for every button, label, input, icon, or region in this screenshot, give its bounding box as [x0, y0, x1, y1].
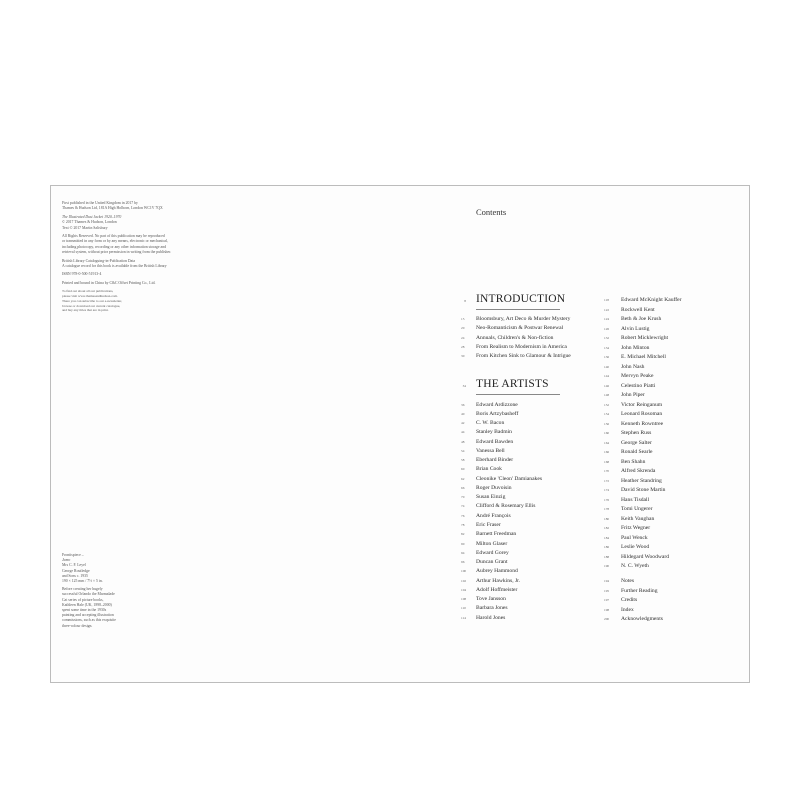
artist-entry-title: Edward Gorey [476, 549, 509, 556]
artist-entry-page-number: 140 [604, 364, 610, 369]
artist-entry-page-number: 126 [604, 326, 610, 331]
artist-entry-title: Clifford & Rosemary Ellis [476, 503, 536, 510]
artist-entry-page-number: 66 [461, 485, 465, 490]
intro-section-page-number: 20 [461, 326, 465, 331]
artist-entry-title: Alfred Skrenda [621, 468, 656, 474]
artist-entry-page-number: 110 [461, 606, 466, 611]
artist-entry-page-number: 180 [604, 516, 610, 521]
artist-entry-title: Boris Artzybasheff [476, 410, 519, 417]
artist-entry-title: Paul Wenck [621, 534, 648, 541]
artist-entry-title: Edward Bawden [476, 438, 514, 445]
artist-entry-title: George Salter [621, 439, 652, 446]
artist-entry-page-number: 190 [604, 564, 610, 568]
artist-entry-page-number: 188 [604, 554, 610, 559]
colophon-line: First published in the United Kingdom in 2017 by [62, 201, 138, 205]
artist-entry-page-number: 44 [461, 430, 465, 435]
artist-entry-page-number: 152 [604, 402, 610, 407]
caption-line: Before creating her hugely [62, 587, 103, 592]
artist-entry-page-number: 96 [461, 560, 465, 565]
artist-entry-title: Eric Fraser [476, 522, 501, 528]
colophon-line: There you can subscribe to our e-newsletter, [62, 298, 123, 303]
artist-entry-page-number: 166 [604, 450, 610, 454]
colophon-line: The Illustrated Dust Jacket 1920–1970 [62, 214, 122, 219]
artist-entry-page-number: 144 [604, 374, 610, 378]
artist-entry-title: Ben Shahn [621, 458, 646, 465]
artist-entry-title: Celestino Piatti [621, 382, 656, 389]
artist-entry-page-number: 58 [461, 458, 465, 463]
artist-entry-title: David Stone Martin [621, 487, 666, 493]
colophon-line: including photocopy, recording or any other information storage and [62, 244, 167, 249]
colophon-line: please visit www.thamesandhudson.com. [62, 294, 118, 299]
artist-entry-title: Tove Jansson [476, 596, 506, 603]
artist-entry-title: Victor Reinganum [621, 401, 663, 408]
artist-entry-page-number: 124 [604, 317, 610, 321]
colophon-line: To find out about all our publications, [62, 289, 114, 294]
caption-line: Jamo [62, 558, 71, 563]
introduction-rule [476, 309, 560, 310]
artist-entry-page-number: 94 [461, 550, 465, 555]
caption-line: Frontispiece – [62, 553, 84, 557]
artist-entry-title: John Nash [621, 363, 645, 370]
intro-section-page-number: 24 [461, 335, 465, 340]
artist-entry-title: Leonard Rosoman [621, 411, 663, 417]
backmatter-entry-page-number: 195 [604, 588, 610, 593]
artist-entry-page-number: 172 [604, 478, 610, 483]
artists-page-number: 34 [462, 384, 466, 388]
artist-entry-title: Hildegard Woodward [621, 553, 670, 560]
copyright-info [62, 215, 212, 231]
artist-entry-title: Stanley Badmin [476, 429, 512, 436]
intro-section-title: Neo-Romanticism & Postwar Renewal [476, 325, 564, 332]
caption-line: spent some time in the 1930s [62, 608, 107, 613]
backmatter-entry-title: Credits [621, 597, 638, 603]
isbn [62, 272, 212, 277]
artist-entry-page-number: 132 [604, 336, 610, 340]
frontispiece-description [62, 587, 142, 629]
intro-section-title: From Realism to Modernism in America [476, 343, 567, 350]
artist-entry-page-number: 170 [604, 469, 610, 473]
artist-entry-page-number: 148 [604, 393, 610, 397]
artist-entry-title: Arthur Hawkins, Jr. [476, 577, 521, 584]
artist-entry-page-number: 136 [604, 355, 610, 359]
artist-entry-page-number: 62 [461, 476, 465, 481]
artist-entry-page-number: 122 [604, 307, 610, 312]
artist-entry-page-number: 184 [604, 535, 610, 540]
intro-section-title: Annuals, Children's & Non-fiction [476, 334, 554, 341]
colophon [62, 201, 212, 316]
caption-line: three-colour design. [62, 623, 93, 628]
intro-section-page-number: 28 [461, 344, 465, 349]
artist-entry-title: Susan Einzig [476, 494, 506, 501]
colophon-line: Thames & Hudson Ltd, 181A High Holborn, London WC1V 7QX [62, 206, 163, 211]
artist-entry-title: Barbara Jones [476, 605, 508, 612]
intro-section-page-number: 30 [461, 354, 465, 359]
artist-entry-title: Harold Jones [476, 614, 506, 621]
intro-section-title: Bloomsbury, Art Deco & Murder Mystery [476, 316, 571, 322]
backmatter-entry-page-number: 197 [604, 598, 610, 602]
artist-entry-title: Mervyn Peake [621, 373, 654, 379]
artist-entry-page-number: 108 [461, 597, 467, 602]
website-notice [62, 289, 212, 313]
artist-entry-page-number: 156 [604, 421, 610, 426]
artist-entry-title: Vanessa Bell [476, 447, 505, 454]
backmatter-entry-title: Index [621, 606, 634, 613]
artist-entry-title: Keith Vaughan [621, 515, 655, 522]
artist-entry-title: Barnett Freedman [476, 531, 517, 538]
caption-line: Mrs C. F. Leyel [62, 563, 86, 568]
backmatter-entry-title: Acknowledgments [621, 616, 663, 622]
artist-entry-page-number: 178 [604, 507, 610, 511]
artist-entry-page-number: 104 [461, 587, 467, 592]
colophon-line: Printed and bound in China by C&C Offset Printing Co., Ltd. [62, 280, 156, 285]
artists-heading: THE ARTISTS [476, 378, 549, 390]
artist-entry-title: Milton Glaser [476, 540, 508, 547]
colophon-line: retrieval system, without prior permission in writing from the publisher. [62, 250, 172, 255]
artist-entry-page-number: 164 [604, 440, 610, 445]
intro-section-page-number: 15 [461, 317, 465, 321]
introduction-page-number: 8 [464, 299, 466, 303]
backmatter-entry-page-number: 200 [604, 617, 610, 621]
colophon-line: British Library Cataloguing-in-Publication Data [62, 258, 136, 263]
introduction-heading: INTRODUCTION [476, 293, 566, 305]
caption-line: commissions, such as this exquisite [62, 618, 116, 623]
artist-entry-title: Alvin Lustig [621, 325, 650, 332]
caption-line: painting and accepting illustration [62, 613, 114, 618]
artist-entry-title: Edward McKnight Kauffer [621, 297, 682, 303]
artist-entry-page-number: 186 [604, 545, 610, 549]
artist-entry-page-number: 78 [461, 523, 465, 527]
caption-line: 190 × 125 mm / 7½ × 5 in. [62, 579, 103, 584]
backmatter-entry-page-number: 198 [604, 607, 610, 612]
artist-entry-title: Fritz Wegner [621, 525, 651, 531]
colophon-line: All Rights Reserved. No part of this publication may be reproduced [62, 234, 165, 239]
artists-rule [476, 394, 560, 395]
colophon-line: A catalogue record for this book is available from the British Library [62, 264, 167, 269]
artist-entry-title: C. W. Bacon [476, 420, 505, 427]
artist-entry-title: Heather Standring [621, 477, 662, 484]
artist-entry-page-number: 154 [604, 412, 610, 416]
caption-line: and Sons c. 1935 [62, 573, 88, 578]
artist-entry-title: John Piper [621, 392, 645, 398]
frontispiece-credit [62, 553, 142, 584]
colophon-line: © 2017 Thames & Hudson, London [62, 220, 117, 225]
colophon-line: Text © 2017 Martin Salisbury [62, 225, 108, 230]
caption-line: successful Orlando the Marmalade [62, 592, 115, 597]
artist-entry-page-number: 54 [461, 448, 465, 453]
artist-entry-title: Tomi Ungerer [621, 506, 653, 512]
artist-entry-title: John Minton [621, 344, 650, 351]
artist-entry-title: Hans Tisdall [621, 496, 650, 503]
rights-notice [62, 234, 212, 256]
artist-entry-title: Stephen Russ [621, 430, 652, 436]
artist-entry-page-number: 160 [604, 431, 610, 435]
artist-entry-title: Rockwell Kent [621, 306, 655, 313]
artist-entry-page-number: 176 [604, 497, 610, 502]
artist-entry-page-number: 174 [604, 488, 610, 492]
artist-entry-page-number: 40 [461, 411, 465, 416]
backmatter-entry-page-number: 194 [604, 579, 610, 583]
publication-info [62, 201, 212, 212]
printer-info [62, 281, 212, 286]
colophon-line: and buy any titles that are in print. [62, 308, 109, 313]
artist-entry-title: Duncan Grant [476, 559, 508, 566]
artist-entry-page-number: 182 [604, 526, 610, 530]
artist-entry-page-number: 102 [461, 578, 467, 583]
artist-entry-page-number: 114 [461, 615, 466, 620]
artist-entry-page-number: 118 [604, 298, 609, 302]
caption-line: Cat series of picture books, [62, 597, 104, 602]
artist-entry-title: Eberhard Binder [476, 457, 514, 464]
caption-line: George Routledge [62, 568, 90, 573]
colophon-line: browse or download our current catalogue, [62, 303, 121, 308]
contents-title: Contents [476, 207, 507, 217]
colophon-line: or transmitted in any form or by any means, electronic or mechanical, [62, 239, 168, 244]
intro-section-title: From Kitchen Sink to Glamour & Intrigue [476, 353, 571, 360]
artist-entry-page-number: 90 [461, 541, 465, 546]
colophon-line: ISBN 978-0-500-51913-4 [62, 272, 102, 277]
artist-entry-title: N. C. Wyeth [621, 563, 649, 569]
cataloguing-info [62, 259, 212, 270]
artist-entry-title: André François [476, 512, 511, 519]
artist-entry-page-number: 60 [461, 467, 465, 472]
artist-entry-page-number: 76 [461, 513, 465, 518]
artist-entry-title: Leslie Wood [621, 544, 650, 550]
artist-entry-page-number: 100 [461, 569, 467, 574]
artist-entry-title: E. Michael Mitchell [621, 354, 666, 360]
caption-line: Kathleen Hale (UK, 1898–2000) [62, 602, 112, 607]
artist-entry-page-number: 134 [604, 345, 610, 350]
artist-entry-title: Aubrey Hammond [476, 568, 518, 575]
artist-entry-title: Adolf Hoffmeister [476, 586, 518, 593]
backmatter-entry-title: Further Reading [621, 587, 658, 594]
backmatter-entry-title: Notes [621, 578, 635, 584]
artist-entry-title: Cleonike 'Cleon' Damianakes [476, 475, 543, 482]
artist-entry-title: Robert Micklewright [621, 335, 669, 341]
artist-entry-page-number: 74 [461, 504, 465, 509]
artist-entry-page-number: 82 [461, 532, 465, 537]
artist-entry-page-number: 36 [461, 402, 465, 407]
artist-entry-title: Beth & Joe Krush [621, 316, 662, 322]
artist-entry-title: Roger Duvoisin [476, 484, 512, 491]
artist-entry-title: Edward Ardizzone [476, 401, 518, 408]
artist-entry-page-number: 48 [461, 439, 465, 444]
artist-entry-title: Brian Cook [476, 466, 502, 473]
artist-entry-title: Ronald Searle [621, 449, 653, 455]
artist-entry-page-number: 168 [604, 459, 610, 464]
artist-entry-page-number: 70 [461, 495, 465, 500]
artist-entry-page-number: 42 [461, 421, 465, 426]
artist-entry-page-number: 146 [604, 383, 610, 388]
artist-entry-title: Kenneth Rowntree [621, 420, 664, 427]
frontispiece-caption [62, 553, 142, 632]
